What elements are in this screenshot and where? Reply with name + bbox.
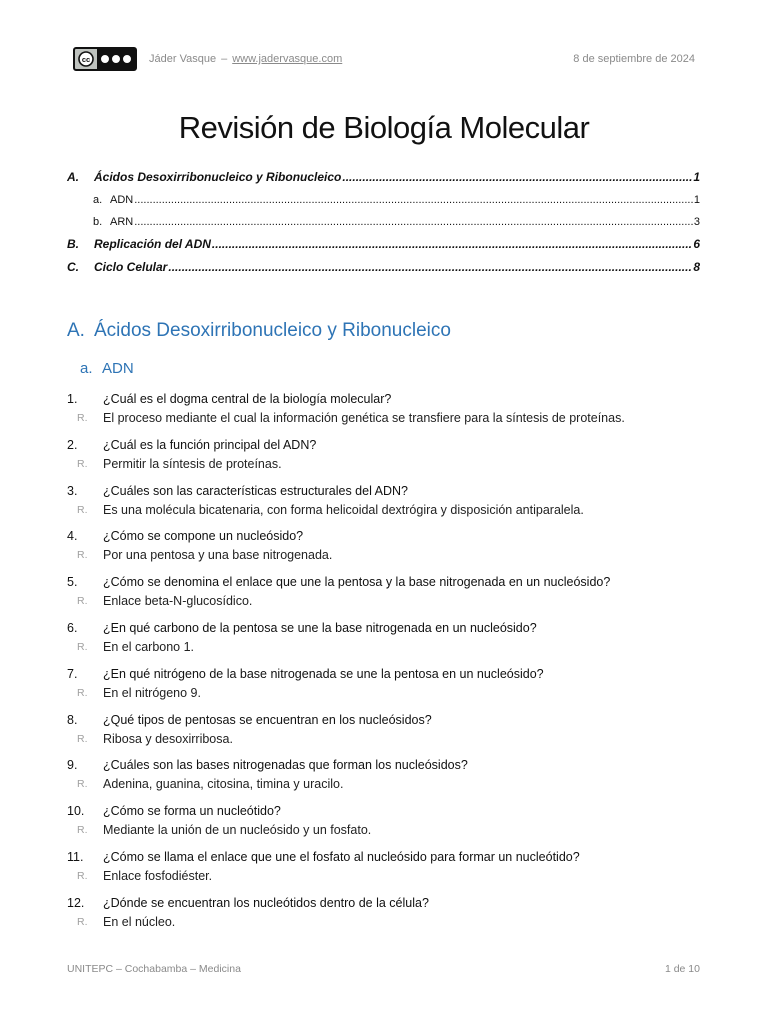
list-item bbox=[67, 756, 708, 802]
answer-marker: R. bbox=[77, 503, 88, 516]
question-text: ¿Cómo se llama el enlace que une el fosfato al nucleósido para formar un nucleótido? bbox=[103, 849, 580, 864]
answer-marker: R. bbox=[77, 595, 88, 608]
question-number: 11. bbox=[67, 849, 84, 864]
toc-leader bbox=[342, 166, 692, 189]
answer bbox=[67, 821, 708, 840]
question-number: 8. bbox=[67, 712, 78, 727]
toc-leader bbox=[212, 233, 692, 256]
toc-label: Replicación del ADN bbox=[94, 237, 211, 251]
toc-page: 8 bbox=[693, 260, 700, 274]
answer bbox=[67, 730, 708, 749]
toc-page: 6 bbox=[693, 237, 700, 251]
answer-text: Ribosa y desoxirribosa. bbox=[103, 731, 233, 746]
question-number: 5. bbox=[67, 575, 78, 590]
answer bbox=[67, 913, 708, 932]
list-item bbox=[67, 802, 708, 848]
cc-logo-icon bbox=[75, 49, 97, 69]
answer-marker: R. bbox=[77, 549, 88, 562]
subsection-letter: a. bbox=[80, 360, 93, 377]
cc-attribution-icons bbox=[97, 49, 135, 69]
question-number: 12. bbox=[67, 895, 85, 910]
toc-entry-c[interactable] bbox=[67, 256, 700, 279]
page-header bbox=[73, 44, 695, 74]
question-text: ¿Cuáles son las bases nitrogenadas que forman los nucleósidos? bbox=[103, 758, 468, 773]
question bbox=[67, 848, 708, 867]
toc-entry-b[interactable] bbox=[67, 233, 700, 256]
answer bbox=[67, 409, 708, 428]
answer bbox=[67, 546, 708, 565]
page-title: Revisión de Biología Molecular bbox=[178, 110, 590, 145]
answer-marker: R. bbox=[77, 824, 88, 837]
question-text: ¿Cuál es el dogma central de la biología molecular? bbox=[103, 392, 392, 406]
answer-marker: R. bbox=[77, 915, 88, 928]
subsection-heading bbox=[80, 360, 134, 377]
question-text: ¿Cuáles son las características estructurales del ADN? bbox=[103, 483, 408, 498]
question-number: 7. bbox=[67, 666, 78, 681]
footer-institution: UNITEPC – Cochabamba – Medicina bbox=[67, 963, 241, 975]
question bbox=[67, 619, 708, 638]
toc-label: Ácidos Desoxirribonucleico y Ribonucleico bbox=[94, 170, 342, 184]
svg-text:cc: cc bbox=[81, 54, 91, 64]
answer-marker: R. bbox=[77, 412, 88, 424]
question-text: ¿En qué nitrógeno de la base nitrogenada se une la pentosa en un nucleósido? bbox=[103, 666, 544, 681]
answer-text: Mediante la unión de un nucleósido y un fosfato. bbox=[103, 823, 372, 838]
question bbox=[67, 756, 708, 775]
subsection-title: ADN bbox=[102, 360, 134, 377]
answer-marker: R. bbox=[77, 778, 88, 791]
list-item bbox=[67, 436, 708, 482]
section-heading bbox=[67, 320, 451, 342]
list-item bbox=[67, 619, 708, 665]
answer-text: Enlace fosfodiéster. bbox=[103, 868, 213, 883]
page-footer bbox=[67, 963, 700, 975]
question-number: 2. bbox=[67, 437, 78, 452]
answer-marker: R. bbox=[77, 732, 88, 745]
answer-text: En el núcleo. bbox=[103, 914, 176, 929]
header-date: 8 de septiembre de 2024 bbox=[573, 53, 695, 65]
toc-page: 1 bbox=[693, 170, 700, 184]
toc-leader bbox=[134, 189, 693, 211]
question bbox=[67, 894, 708, 913]
question-text: ¿Qué tipos de pentosas se encuentran en los nucleósidos? bbox=[103, 712, 432, 727]
question-number: 10. bbox=[67, 804, 85, 819]
nc-icon bbox=[111, 54, 121, 64]
toc-entry-a[interactable] bbox=[67, 166, 700, 189]
section-letter: A. bbox=[67, 320, 85, 341]
question bbox=[67, 390, 708, 409]
list-item bbox=[67, 482, 708, 528]
list-item bbox=[67, 527, 708, 573]
section-title: Ácidos Desoxirribonucleico y Ribonucleico bbox=[94, 320, 451, 341]
list-item bbox=[67, 665, 708, 711]
answer-text: En el carbono 1. bbox=[103, 639, 195, 654]
question-text: ¿Cómo se compone un nucleósido? bbox=[103, 529, 304, 544]
toc-label: Ciclo Celular bbox=[94, 260, 168, 274]
answer bbox=[67, 684, 708, 703]
answer bbox=[67, 592, 708, 611]
toc-letter: B. bbox=[67, 237, 79, 251]
answer-text: Permitir la síntesis de proteínas. bbox=[103, 456, 282, 471]
author-name: Jáder Vasque bbox=[149, 53, 217, 65]
question-text: ¿Cómo se denomina el enlace que une la pentosa y la base nitrogenada en un nucleósido? bbox=[103, 575, 611, 590]
header-author bbox=[149, 53, 342, 65]
answer bbox=[67, 638, 708, 657]
toc-label: ADN bbox=[110, 194, 134, 206]
answer-text: Adenina, guanina, citosina, timina y uracilo. bbox=[103, 777, 344, 792]
question-text: ¿Cómo se forma un nucleótido? bbox=[103, 804, 281, 819]
question bbox=[67, 711, 708, 730]
toc-leader bbox=[134, 211, 693, 233]
answer-marker: R. bbox=[77, 869, 88, 882]
sa-icon bbox=[122, 54, 132, 64]
question-number: 3. bbox=[67, 483, 78, 498]
list-item bbox=[67, 390, 708, 436]
list-item bbox=[67, 848, 708, 894]
question bbox=[67, 482, 708, 501]
question bbox=[67, 802, 708, 821]
answer-marker: R. bbox=[77, 686, 88, 699]
question-number: 6. bbox=[67, 620, 78, 635]
toc-entry-a-a[interactable] bbox=[67, 189, 700, 211]
answer-text: El proceso mediante el cual la información genética se transfiere para la síntesis de proteínas. bbox=[103, 411, 625, 425]
by-icon bbox=[100, 54, 110, 64]
answer bbox=[67, 775, 708, 794]
answer bbox=[67, 455, 708, 474]
toc-leader bbox=[168, 256, 692, 279]
question-number: 9. bbox=[67, 758, 78, 773]
question-text: ¿Cuál es la función principal del ADN? bbox=[103, 437, 317, 452]
answer-marker: R. bbox=[77, 640, 88, 653]
question-number: 4. bbox=[67, 529, 78, 544]
toc-letter: b. bbox=[93, 216, 103, 228]
answer-text: Por una pentosa y una base nitrogenada. bbox=[103, 548, 333, 563]
toc-entry-a-b[interactable] bbox=[67, 211, 700, 233]
list-item bbox=[67, 894, 708, 940]
author-separator: – bbox=[221, 53, 228, 65]
question-text: ¿En qué carbono de la pentosa se une la base nitrogenada en un nucleósido? bbox=[103, 620, 537, 635]
question bbox=[67, 436, 708, 455]
answer-marker: R. bbox=[77, 457, 88, 470]
answer-text: Enlace beta-N-glucosídico. bbox=[103, 594, 253, 609]
table-of-contents bbox=[67, 166, 700, 279]
list-item bbox=[67, 573, 708, 619]
answer bbox=[67, 501, 708, 520]
toc-page: 3 bbox=[693, 216, 700, 228]
question-text: ¿Dónde se encuentran los nucleótidos dentro de la célula? bbox=[103, 895, 429, 910]
website-link[interactable]: www.jadervasque.com bbox=[232, 53, 343, 65]
toc-letter: C. bbox=[67, 260, 79, 274]
question-number: 1. bbox=[67, 392, 78, 406]
answer-text: Es una molécula bicatenaria, con forma helicoidal dextrógira y disposición antiparalela. bbox=[103, 502, 584, 517]
toc-label: ARN bbox=[110, 216, 134, 228]
answer-text: En el nitrógeno 9. bbox=[103, 685, 201, 700]
answer bbox=[67, 867, 708, 886]
question bbox=[67, 665, 708, 684]
list-item bbox=[67, 711, 708, 757]
creative-commons-license-icon bbox=[73, 47, 137, 71]
question bbox=[67, 527, 708, 546]
toc-page: 1 bbox=[693, 194, 700, 206]
question-list bbox=[67, 390, 708, 940]
page-number: 1 de 10 bbox=[664, 963, 700, 975]
toc-letter: a. bbox=[93, 194, 103, 206]
question bbox=[67, 573, 708, 592]
toc-letter: A. bbox=[67, 170, 79, 184]
